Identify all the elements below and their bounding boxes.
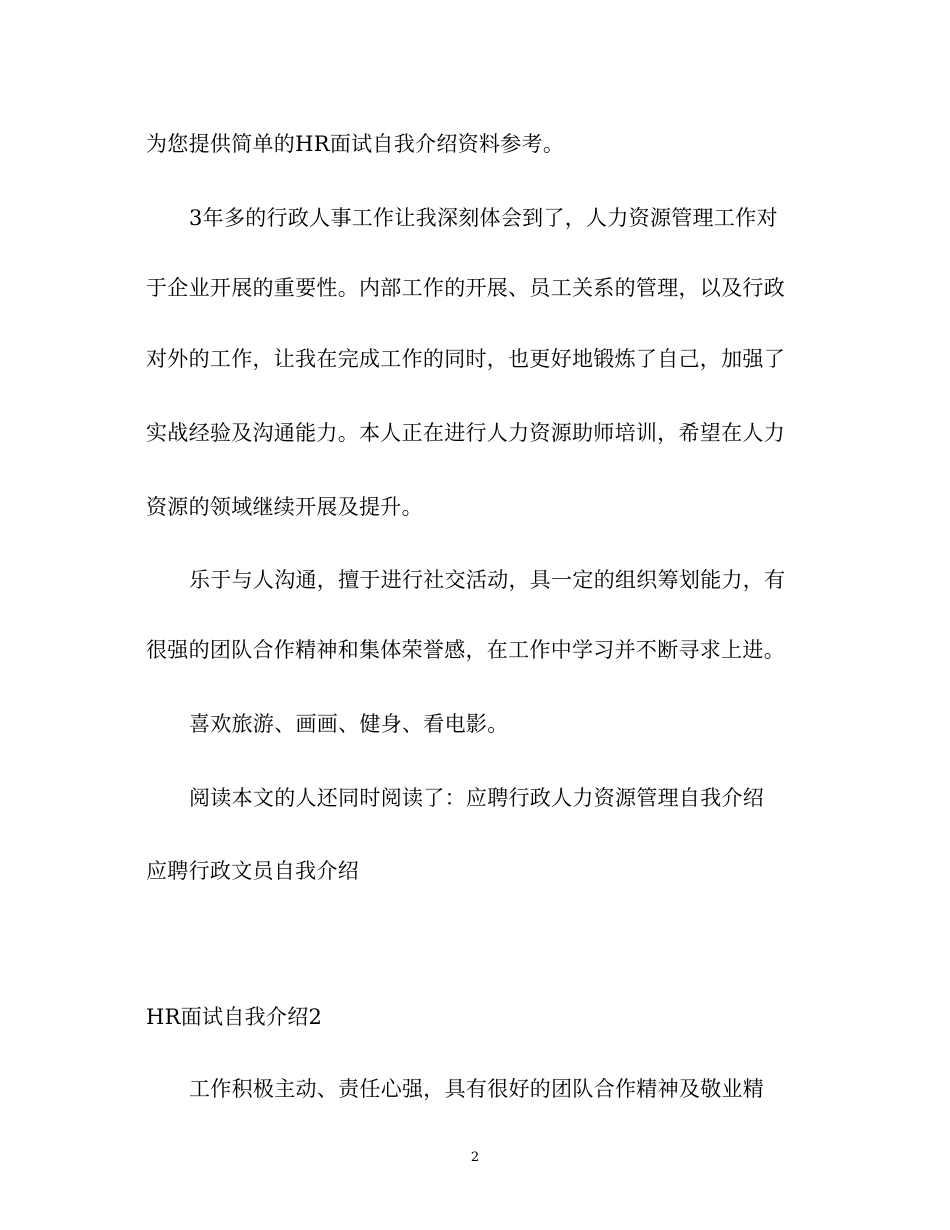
paragraph-line: 乐于与人沟通，擅于进行社交活动，具一定的组织筹划能力，有 (189, 568, 786, 592)
related-reading-link: 应聘行政文员自我介绍 (146, 859, 359, 883)
paragraph-line: 资源的领域继续开展及提升。 (146, 495, 423, 519)
paragraph-line: 于企业开展的重要性。内部工作的开展、员工关系的管理，以及行政 (146, 276, 785, 300)
related-reading-line: 阅读本文的人还同时阅读了：应聘行政人力资源管理自我介绍 (189, 786, 765, 810)
paragraph-line: 喜欢旅游、画画、健身、看电影。 (189, 712, 509, 736)
paragraph-line: 实战经验及沟通能力。本人正在进行人力资源助师培训，希望在人力 (146, 421, 785, 445)
paragraph-line-intro: 为您提供简单的HR面试自我介绍资料参考。 (146, 132, 565, 156)
paragraph-line: 对外的工作，让我在完成工作的同时，也更好地锻炼了自己，加强了 (146, 347, 785, 371)
page-number: 2 (470, 1150, 480, 1165)
paragraph-line: 很强的团队合作精神和集体荣誉感，在工作中学习并不断寻求上进。 (146, 638, 785, 662)
paragraph-line: 3年多的行政人事工作让我深刻体会到了，人力资源管理工作对 (189, 206, 778, 230)
paragraph-line: 工作积极主动、责任心强，具有很好的团队合作精神及敬业精 (189, 1077, 765, 1101)
section-heading: HR面试自我介绍2 (146, 1005, 323, 1029)
